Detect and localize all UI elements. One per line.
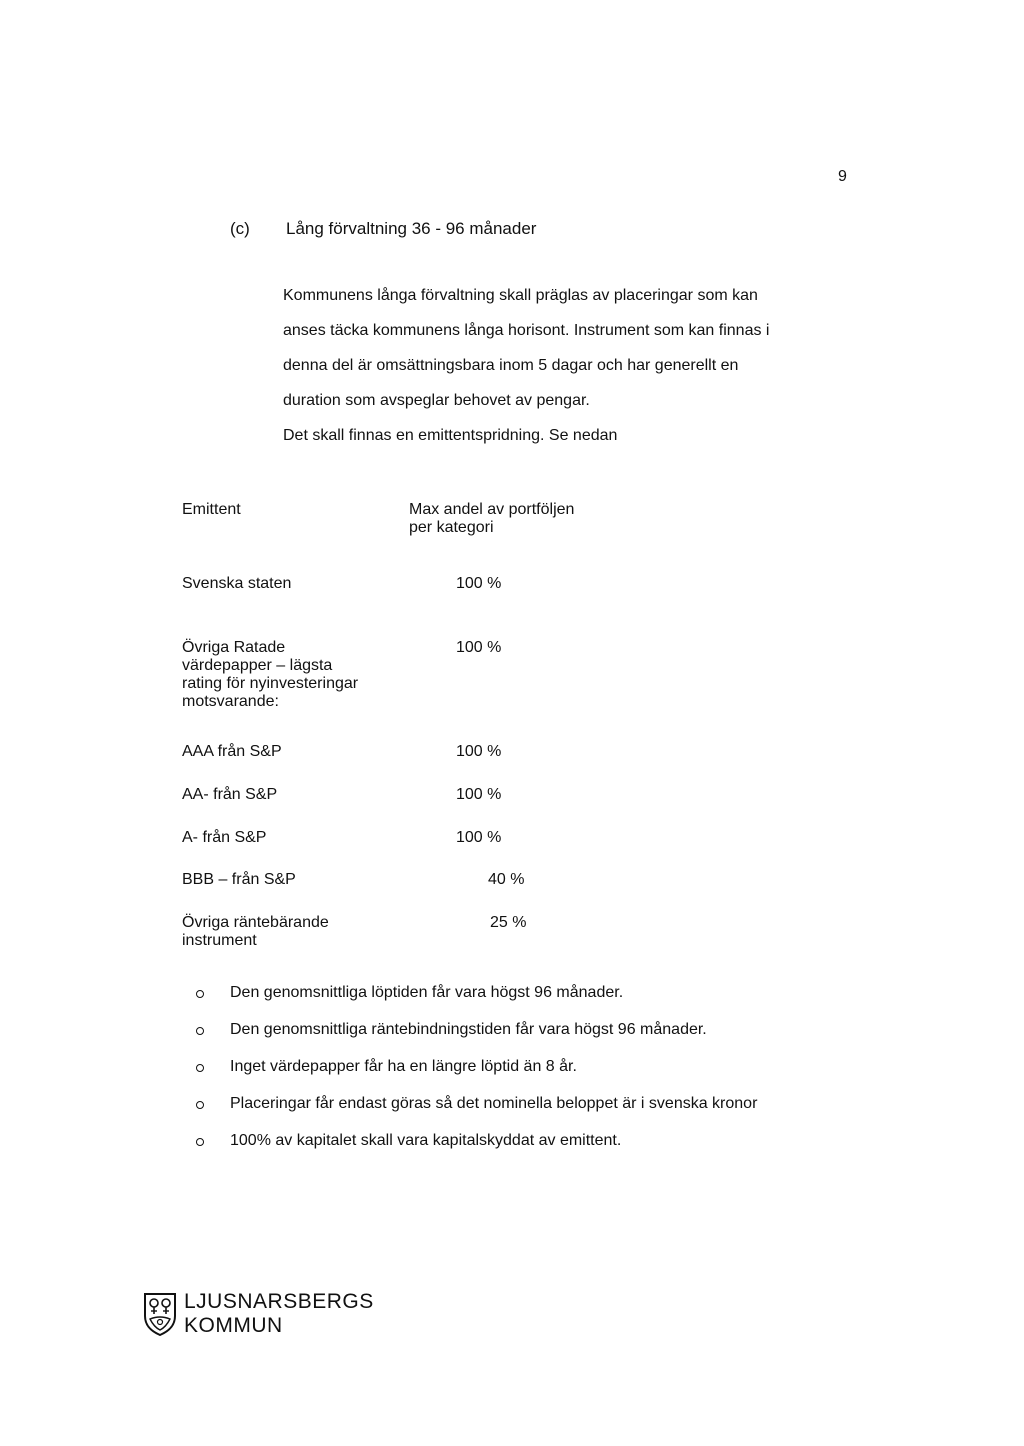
table-cell-issuer: A- från S&P (182, 829, 267, 846)
bullet-icon (196, 1064, 204, 1072)
table-cell-issuer-line: Övriga Ratade (182, 639, 286, 656)
table-cell-issuer: AA- från S&P (182, 786, 278, 803)
intro-line: denna del är omsättningsbara inom 5 dagar och har generellt en (283, 357, 739, 374)
table-cell-issuer-line: instrument (182, 932, 257, 949)
intro-line: anses täcka kommunens långa horisont. Instrument som kan finnas i (283, 322, 770, 339)
list-item-text: Den genomsnittliga räntebindningstiden får vara högst 96 månader. (230, 1021, 707, 1038)
intro-paragraph (283, 284, 843, 459)
table-cell-share: 25 % (490, 914, 527, 931)
table-cell-issuer: Svenska staten (182, 575, 292, 592)
table-cell-share: 100 % (456, 639, 502, 656)
bullet-icon (196, 990, 204, 998)
table-cell-issuer-line: värdepapper – lägsta (182, 657, 333, 674)
list-item-text: 100% av kapitalet skall vara kapitalskyddat av emittent. (230, 1132, 622, 1149)
municipal-crest-icon (142, 1292, 178, 1336)
list-item-text: Den genomsnittliga löptiden får vara högst 96 månader. (230, 984, 624, 1001)
table-cell-issuer-line: motsvarande: (182, 693, 279, 710)
logo-wordmark (184, 1290, 374, 1338)
bullet-icon (196, 1138, 204, 1146)
intro-line: duration som avspeglar behovet av pengar. (283, 392, 590, 409)
table-cell-share: 100 % (456, 786, 502, 803)
section-title: Lång förvaltning 36 - 96 månader (286, 219, 537, 238)
table-header-share-line: per kategori (409, 519, 494, 536)
list-item-text: Placeringar får endast göras så det nominella beloppet är i svenska kronor (230, 1095, 758, 1112)
section-letter: (c) (230, 219, 250, 238)
logo-line: KOMMUN (184, 1314, 283, 1337)
municipality-logo (142, 1290, 374, 1338)
bullet-icon (196, 1101, 204, 1109)
table-header-issuer: Emittent (182, 501, 241, 518)
table-cell-share: 100 % (456, 829, 502, 846)
table-cell-share: 100 % (456, 575, 502, 592)
intro-line: Det skall finnas en emittentspridning. Se nedan (283, 427, 618, 444)
table-cell-issuer (182, 639, 358, 711)
table-header-share-line: Max andel av portföljen (409, 501, 575, 518)
table-cell-share: 100 % (456, 743, 502, 760)
page-number: 9 (838, 168, 847, 185)
list-item-text: Inget värdepapper får ha en längre löptid än 8 år. (230, 1058, 577, 1075)
table-header-share (409, 501, 574, 537)
table-cell-issuer-line: Övriga räntebärande (182, 914, 329, 931)
intro-line: Kommunens långa förvaltning skall präglas av placeringar som kan (283, 287, 758, 304)
table-cell-share: 40 % (488, 871, 525, 888)
logo-line: LJUSNARSBERGS (184, 1290, 374, 1313)
table-cell-issuer: AAA från S&P (182, 743, 282, 760)
bullet-icon (196, 1027, 204, 1035)
table-cell-issuer-line: rating för nyinvesteringar (182, 675, 359, 692)
table-cell-issuer (182, 914, 329, 950)
table-cell-issuer: BBB – från S&P (182, 871, 296, 888)
